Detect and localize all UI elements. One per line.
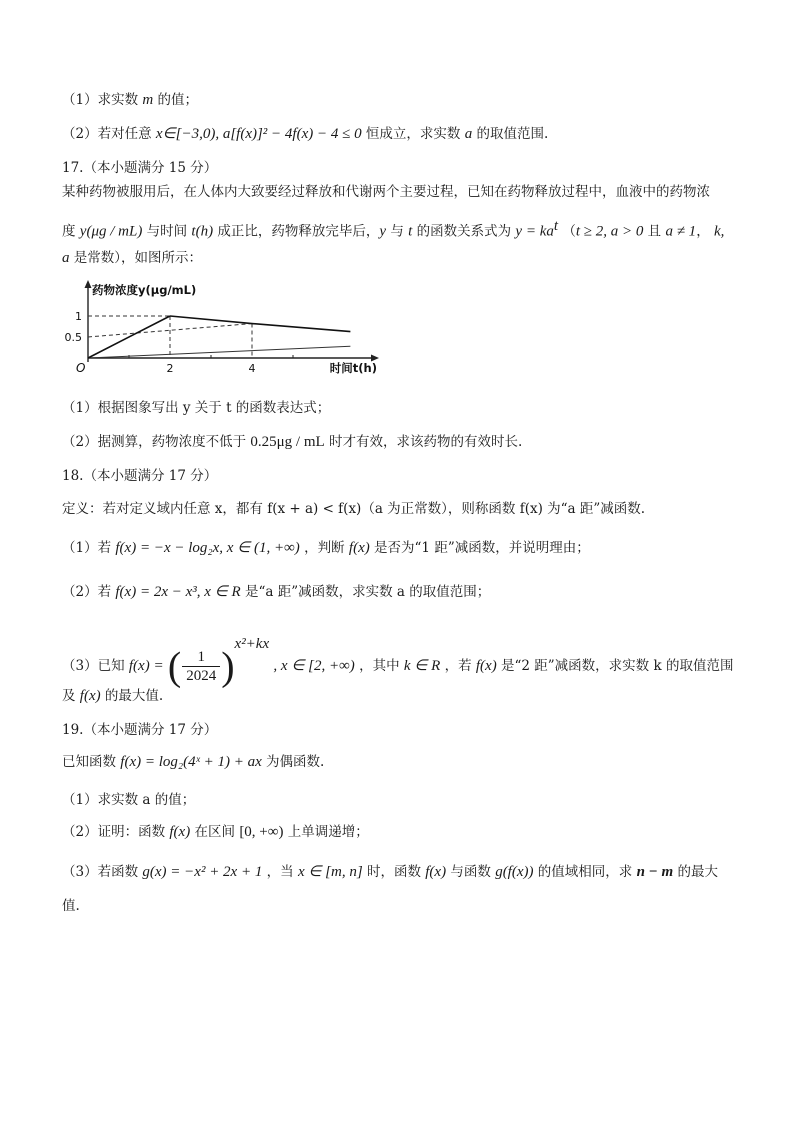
x-tick-label: 2 [166,362,174,375]
q19-header: 19.（本小题满分 17 分） [62,722,218,738]
y-axis-label: 药物浓度y(μg/mL) [92,283,197,297]
origin-label: O [76,361,86,375]
q19-part3-line2: 值. [62,898,80,914]
x-axis-label: 时间t(h) [329,361,377,375]
q19-part3: （3）若函数 g(x) = −x² + 2x + 1 ，当 x ∈ [m, n] 时，函数 f(x) 与函数 g(f(x)) 的值域相同，求 n − m 的最大 [62,864,718,880]
q18-part3: （3）已知 f(x) = ( $\frac{1}{2024}$ )$^{x^2+kx}$ , x ∈ [2, +∞) ，其中 k ∈ R ，若 f(x) 是“2 距”减函数，求实数 k 的取值范围 [62,636,734,689]
q17-intro-line1: 某种药物被服用后，在人体内大致要经过释放和代谢两个主要过程，已知在药物释放过程中，血液中的药物浓 [62,184,710,200]
q17-part2: （2）据测算，药物浓度不低于 0.25μg / mL 时才有效，求该药物的有效时长. [62,434,523,450]
q19-part2: （2）证明：函数 f(x) 在区间 [0, +∞) 上单调递增； [62,824,369,840]
reference-line [88,346,350,358]
x-tick-label: 4 [248,362,256,375]
fraction: $\frac{1}{2024}$ [182,648,220,685]
q18-part2: （2）若 f(x) = 2x − x³, x ∈ R 是“a 距”减函数，求实数 a 的取值范围； [62,584,491,600]
q16-part1: （1）求实数 m 的值； [62,92,199,108]
q16-part2: （2）若对任意 x∈[−3,0), a[f(x)]² − 4f(x) − 4 ≤ 0 恒成立，求实数 a 的取值范围. [62,126,549,142]
q19-intro: 已知函数 f(x) = log₂(4ˣ + 1) + ax 为偶函数. [62,754,325,770]
q17-intro-line2: 度 y(μg / mL) 与时间 t(h) 成正比，药物释放完毕后，y 与 t 的函数关系式为 $y = ka^t$ （t ≥ 2, a > 0 且 a ≠ 1， k, [62,218,725,240]
q18-header: 18.（本小题满分 17 分） [62,468,218,484]
q18-part3-line2: 及 f(x) 的最大值. [62,688,164,704]
y-tick-label: 0.5 [64,331,82,344]
q18-definition: 定义：若对定义域内任意 x，都有 f(x + a) < f(x)（a 为正常数），则称函数 f(x) 为“a 距”减函数. [62,501,646,517]
q17-header: 17.（本小题满分 15 分） [62,160,218,176]
y-tick-label: 1 [75,310,82,323]
y-axis-arrow [85,280,92,288]
q19-part1: （1）求实数 a 的值； [62,792,196,808]
concentration-chart [60,278,377,383]
q17-part1: （1）根据图象写出 y 关于 t 的函数表达式； [62,400,331,416]
series-line-0 [88,316,170,358]
q18-part1: （1）若 f(x) = −x − log₂x, x ∈ (1, +∞) ，判断 f(x) 是否为“1 距”减函数，并说明理由； [62,540,590,556]
q17-intro-line3: a 是常数），如图所示： [62,250,203,266]
series-line-1 [170,316,350,332]
